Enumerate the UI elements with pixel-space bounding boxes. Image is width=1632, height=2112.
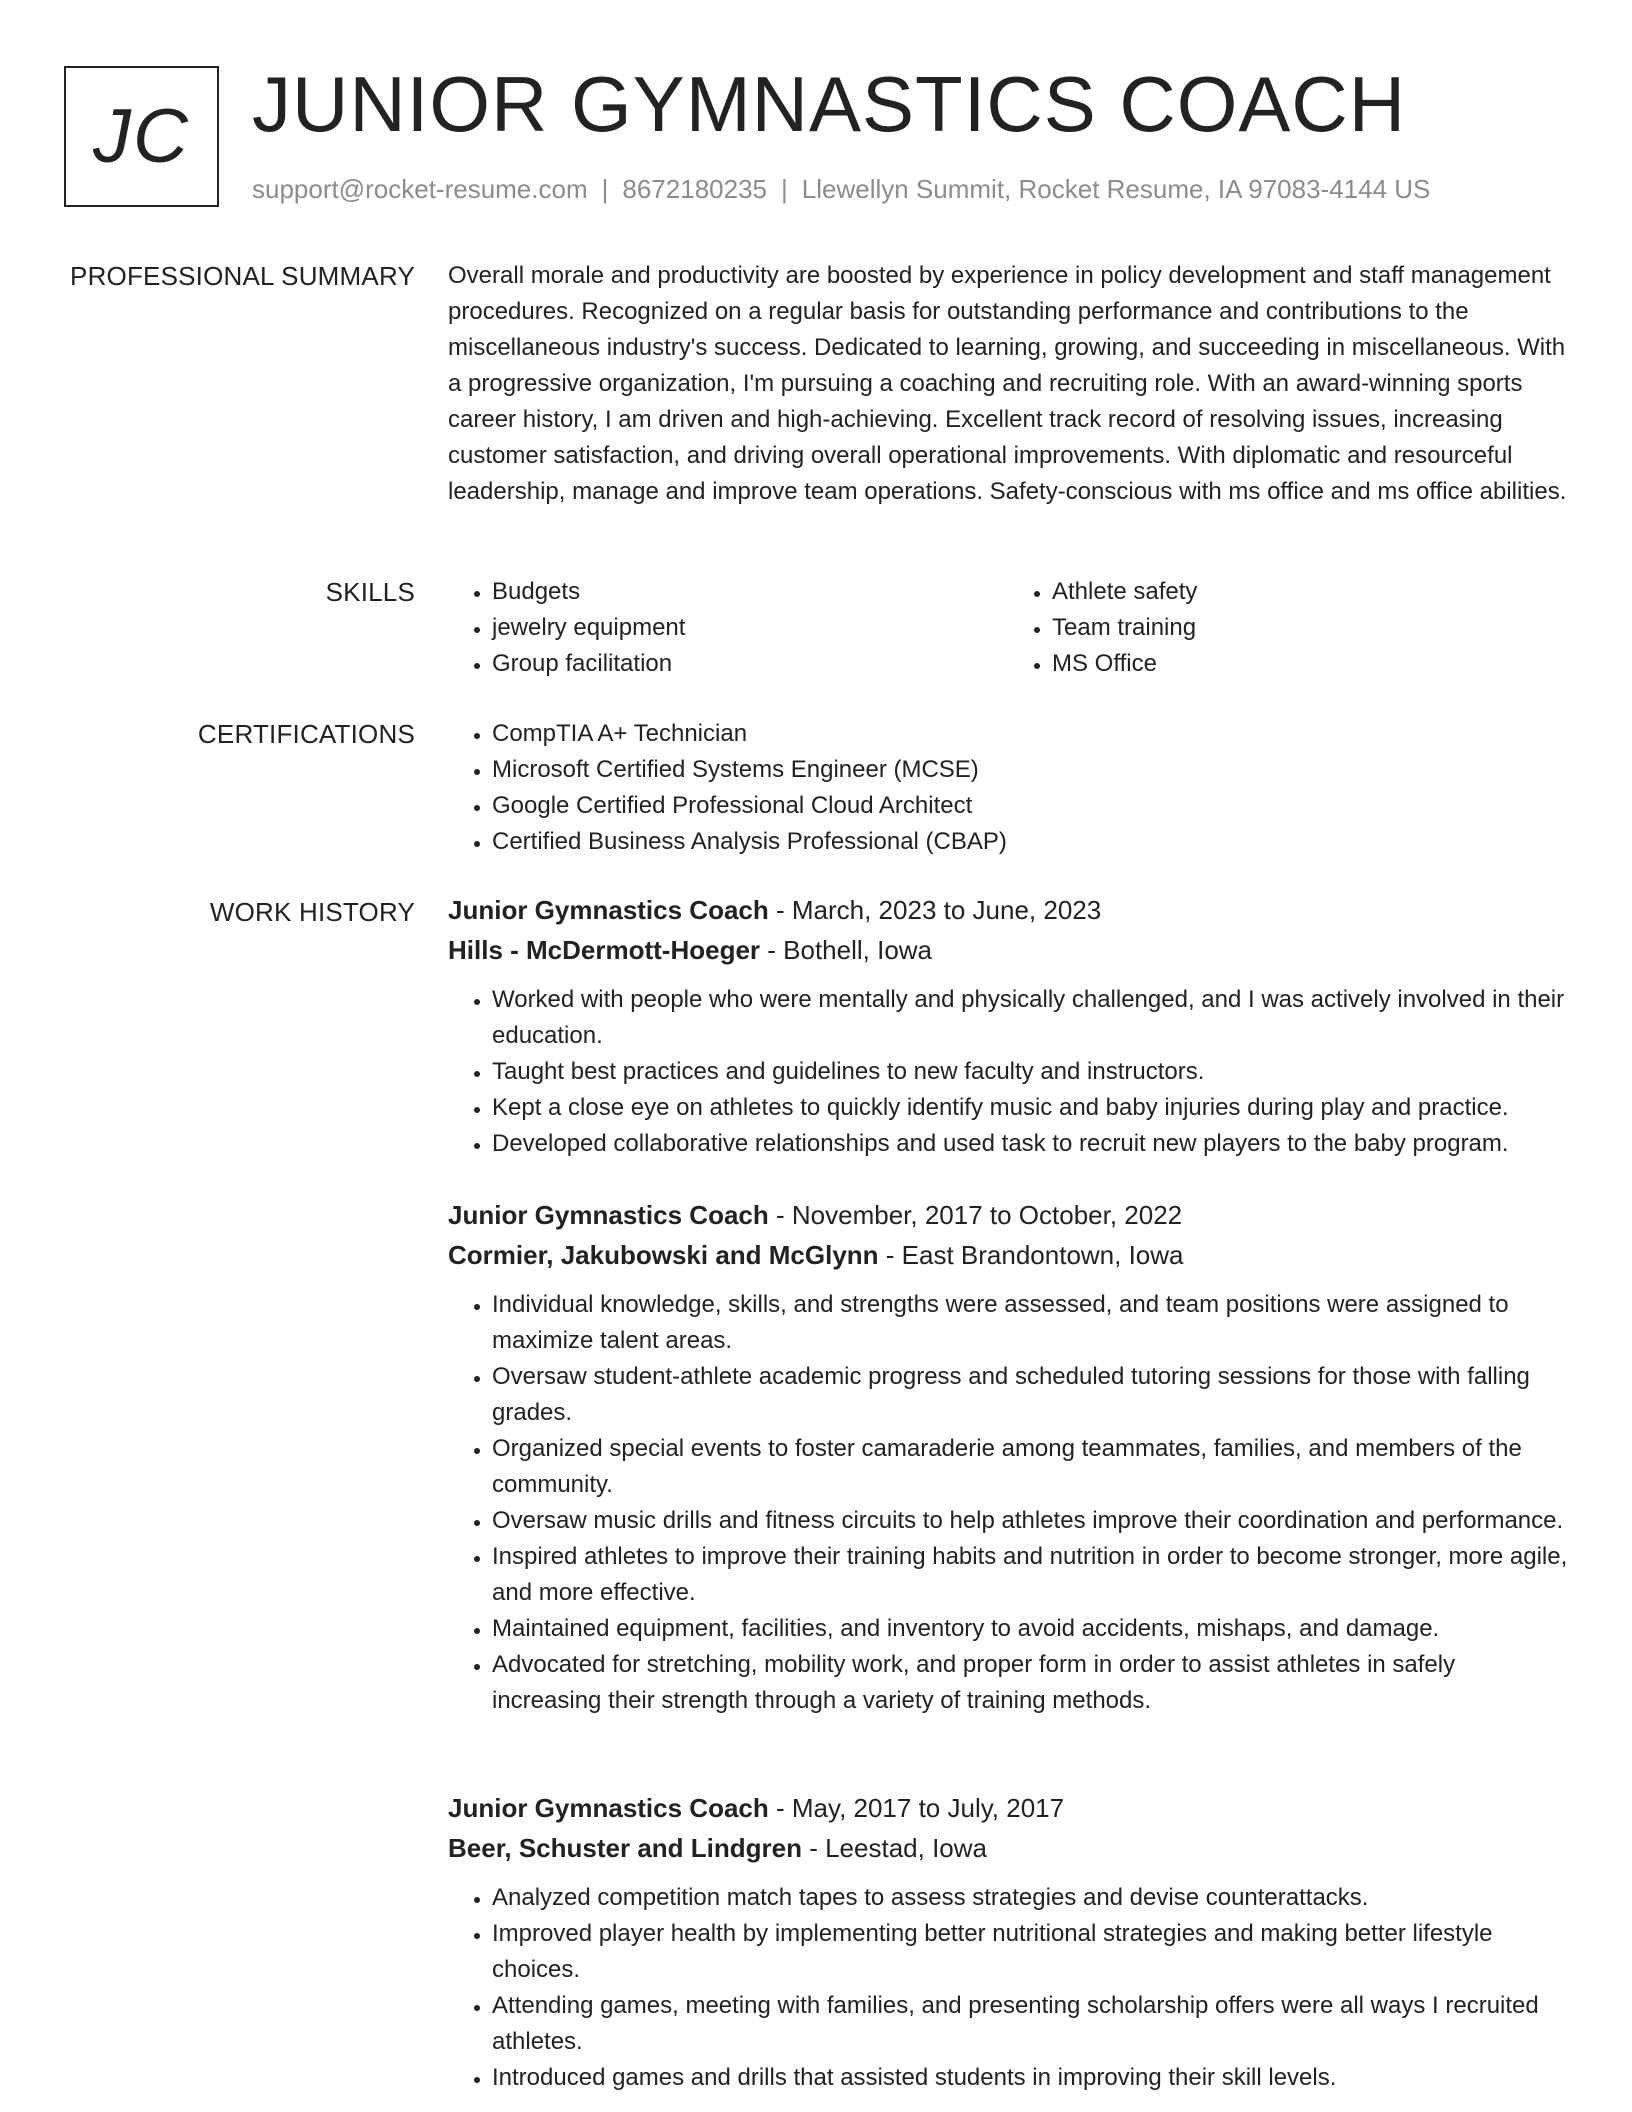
job-bullet: • Advocated for stretching, mobility work, and proper form in order to assist athletes in safely increasing their strength through a variety of training methods. [492,1647,1568,1719]
job-entry [448,1195,1568,1719]
job-title: Junior Gymnastics Coach [448,895,769,925]
contact-separator: | [601,174,609,204]
certifications-heading: CERTIFICATIONS [197,719,415,749]
summary-text: Overall morale and productivity are boosted by experience in policy development and staff management procedures. Recognized on a regular basis for outstanding performance and contributions to the miscellaneous industry's success. Dedicated to learning, growing, and succeeding in miscellaneous. With a progressive organization, I'm pursuing a coaching and recruiting role. With an award-winning sports career history, I am driven and high-achieving. Excellent track record of resolving issues, increasing customer satisfaction, and driving overall operational improvements. With diplomatic and resourceful leadership, manage and improve team operations. Safety-conscious with ms office and ms office abilities. [448,262,1567,505]
job-dates: March, 2023 to June, 2023 [791,895,1102,925]
job-title-line: Junior Gymnastics Coach - March, 2023 to June, 2023 [448,895,1102,925]
job-bullet: • Analyzed competition match tapes to assess strategies and devise counterattacks. [492,1880,1568,1916]
skills-column-1 [448,574,1008,682]
job-location: Leestad, Iowa [825,1833,987,1863]
resume-header [64,60,1592,210]
work-history-heading: WORK HISTORY [209,897,415,927]
contact-address: Llewellyn Summit, Rocket Resume, IA 97083-4144 US [801,174,1431,204]
job-bullet: • Improved player health by implementing better nutritional strategies and making better lifestyle choices. [492,1916,1568,1988]
job-bullet: • Individual knowledge, skills, and strengths were assessed, and team positions were assigned to maximize talent areas. [492,1287,1568,1359]
contact-line [252,174,1430,205]
job-entry [448,890,1568,1162]
skills-column-2 [1008,574,1568,682]
job-entry [448,1788,1568,2096]
job-bullet: • Oversaw music drills and fitness circuits to help athletes improve their coordination and performance. [492,1503,1568,1539]
job-title: Junior Gymnastics Coach [448,1793,769,1823]
skills-heading: SKILLS [325,577,415,607]
job-bullet: • Attending games, meeting with families, and presenting scholarship offers were all ways I recruited athletes. [492,1988,1568,2060]
job-bullet: • Organized special events to foster camaraderie among teammates, families, and members of the community. [492,1431,1568,1503]
job-bullet: • Worked with people who were mentally and physically challenged, and I was actively involved in their education. [492,982,1568,1054]
job-location: Bothell, Iowa [783,935,933,965]
job-bullet: • Inspired athletes to improve their training habits and nutrition in order to become stronger, more agile, and more effective. [492,1539,1568,1611]
skill-item: • Group facilitation [492,646,1008,682]
job-location: East Brandontown, Iowa [901,1240,1184,1270]
certification-item: • Certified Business Analysis Professional (CBAP) [492,824,1568,860]
job-company-line: Beer, Schuster and Lindgren - Leestad, Iowa [448,1833,987,1863]
certifications-list [448,716,1568,860]
job-title: Junior Gymnastics Coach [448,1200,769,1230]
job-title-line: Junior Gymnastics Coach - May, 2017 to July, 2017 [448,1793,1065,1823]
job-company: Hills - McDermott-Hoeger [448,935,761,965]
job-dates: May, 2017 to July, 2017 [791,1793,1065,1823]
skills-list [448,574,1568,682]
job-title-line: Junior Gymnastics Coach - November, 2017 to October, 2022 [448,1200,1183,1230]
certification-item: • CompTIA A+ Technician [492,716,1568,752]
summary-heading: PROFESSIONAL SUMMARY [70,261,415,291]
contact-separator: | [781,174,788,204]
job-bullets [448,1880,1568,2096]
job-company-line: Cormier, Jakubowski and McGlynn - East Brandontown, Iowa [448,1240,1184,1270]
monogram-badge: JC [64,66,219,207]
job-bullet: • Kept a close eye on athletes to quickly identify music and baby injuries during play and practice. [492,1090,1568,1126]
job-bullet: • Maintained equipment, facilities, and inventory to avoid accidents, mishaps, and damage. [492,1611,1568,1647]
summary-body [448,258,1568,510]
skill-item: • jewelry equipment [492,610,1008,646]
candidate-title: JUNIOR GYMNASTICS COACH [252,60,1407,148]
skill-item: • Budgets [492,574,1008,610]
skill-item: • Athlete safety [1052,574,1568,610]
contact-email: support@rocket-resume.com [252,174,588,204]
job-company: Cormier, Jakubowski and McGlynn [448,1240,879,1270]
skill-item: • Team training [1052,610,1568,646]
job-bullet: • Introduced games and drills that assisted students in improving their skill levels. [492,2060,1568,2096]
job-bullet: • Oversaw student-athlete academic progress and scheduled tutoring sessions for those with falling grades. [492,1359,1568,1431]
job-bullets [448,1287,1568,1719]
job-dates: November, 2017 to October, 2022 [791,1200,1183,1230]
job-company: Beer, Schuster and Lindgren [448,1833,802,1863]
job-bullets [448,982,1568,1162]
job-company-line: Hills - McDermott-Hoeger - Bothell, Iowa [448,935,933,965]
certification-item: • Google Certified Professional Cloud Architect [492,788,1568,824]
skill-item: • MS Office [1052,646,1568,682]
job-bullet: • Developed collaborative relationships and used task to recruit new players to the baby program. [492,1126,1568,1162]
contact-phone: 8672180235 [622,174,767,204]
certification-item: • Microsoft Certified Systems Engineer (MCSE) [492,752,1568,788]
job-bullet: • Taught best practices and guidelines to new faculty and instructors. [492,1054,1568,1090]
